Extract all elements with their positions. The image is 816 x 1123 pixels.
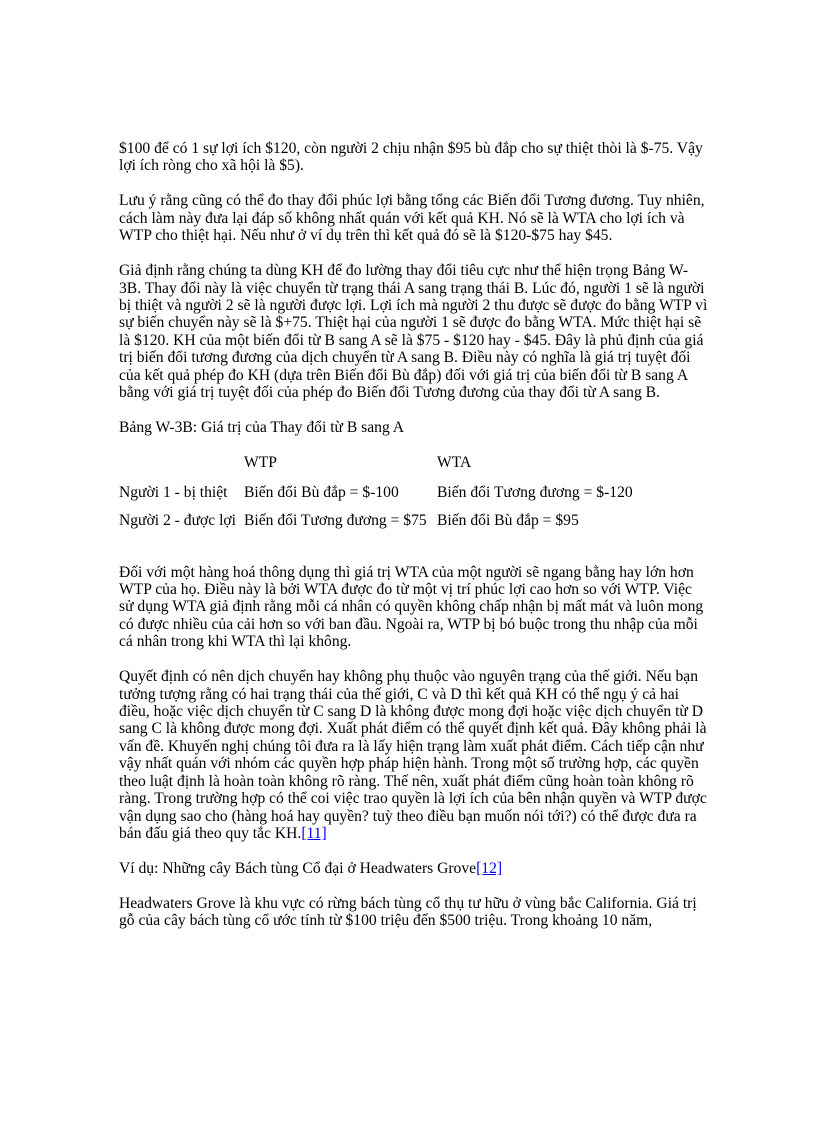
paragraph-decision bbox=[119, 668, 709, 842]
table-header-wta: WTA bbox=[437, 454, 472, 472]
example-heading-text: Ví dụ: Những cây Bách tùng Cổ đại ở Headwaters Grove bbox=[119, 859, 477, 877]
paragraph-negative-change: Giả định rằng chúng ta dùng KH để đo lường thay đổi tiêu cực như thể hiện trọng Bảng W-3B. Thay đổi này là việc chuyển từ trạng thái A sang trạng thái B. Lúc đó, người 1 sẽ là người bị thiệt và người 2 sẽ là người được lợi. Lợi ích mà người 2 thu được sẽ được đo bằng WTP vì sự biến chuyển này sẽ là $+75. Thiệt hại của người 1 sẽ được đo bằng WTA. Mức thiệt hại sẽ là $120. KH của một biến đổi từ B sang A sẽ là $75 - $120 hay - $45. Đây là phủ định của giá trị biến đổi tương đương của dịch chuyển từ A sang B. Điều này có nghĩa là giá trị tuyệt đối của kết quả phép đo KH (dựa trên Biến đổi Bù đắp) đối với giá trị của biến đổi từ B sang A bằng với giá trị tuyệt đối của phép đo Biến đổi Tương đương của thay đổi từ A sang B. bbox=[119, 262, 708, 402]
paragraph-decision-text: Quyết định có nên dịch chuyển hay không phụ thuộc vào nguyên trạng của thế giới. Nếu bạn tưởng tượng rằng có hai trạng thái của thế giới, C và D thì kết quả KH có thể ngụ ý cả hai điều, hoặc việc dịch chuyển từ C sang D là không được mong đợi hoặc việc dịch chuyển từ D sang C là không được mong đợi. Xuất phát điểm có thể quyết định kết quả. Đây không phải là vấn đề. Khuyến nghị chúng tôi đưa ra là lấy hiện trạng làm xuất phát điểm. Cách tiếp cận như vậy nhất quán với nhóm các quyền hợp pháp hiện hành. Trong một số trường hợp, các quyền theo luật định là hoàn toàn không rõ ràng. Thế nên, xuất phát điểm cũng hoàn toàn không rõ ràng. Trong trường hợp có thể coi việc trao quyền là lợi ích của bên nhận quyền và WTP được vận dụng sao cho (hàng hoá hay quyền? tuỳ theo điều bạn muốn nói tới?) có thể được đưa ra bán đấu giá theo quy tắc KH. bbox=[119, 668, 707, 842]
paragraph-headwaters: Headwaters Grove là khu vực có rừng bách tùng cổ thụ tư hữu ở vùng bắc California. Giá trị gỗ của cây bách tùng cổ ước tính từ $100 triệu đến $500 triệu. Trong khoảng 10 năm, bbox=[119, 894, 697, 930]
table-cell-wta: Biến đổi Tương đương = $-120 bbox=[437, 483, 633, 501]
value-table bbox=[119, 454, 709, 529]
footnote-link-12[interactable]: [12] bbox=[476, 859, 503, 877]
table-cell-wtp: Biến đổi Bù đắp = $-100 bbox=[244, 483, 399, 501]
table-header-row bbox=[119, 454, 709, 471]
table-row-label: Người 1 - bị thiệt bbox=[119, 483, 228, 501]
table-row bbox=[119, 484, 709, 501]
paragraph-wta-wtp: Đối với một hàng hoá thông dụng thì giá trị WTA của một người sẽ ngang bằng hay lớn hơn WTP của họ. Điều này là bởi WTA được đo từ một vị trí phúc lợi cao hơn so với WTP. Việc sử dụng WTA giả định rằng mỗi cá nhân có quyền không chấp nhận bị mất mát và luôn mong có được nhiều của cải hơn so với ban đầu. Ngoài ra, WTP bị bó buộc trong thu nhập của mỗi cá nhân trong khi WTA thì lại không. bbox=[119, 563, 704, 651]
table-row bbox=[119, 512, 709, 529]
paragraph-intro: $100 để có 1 sự lợi ích $120, còn người 2 chịu nhận $95 bù đắp cho sự thiệt thòi là $-75. Vậy lợi ích ròng cho xã hội là $5). bbox=[119, 140, 703, 175]
table-cell-wta: Biến đổi Bù đắp = $95 bbox=[437, 512, 579, 530]
table-row-label: Người 2 - được lợi bbox=[119, 512, 236, 530]
paragraph-equivalent-variation: Lưu ý rằng cũng có thể đo thay đổi phúc lợi bằng tổng các Biến đổi Tương đương. Tuy nhiên, cách làm này đưa lại đáp số không nhất quán với kết quả KH. Nó sẽ là WTA cho lợi ích và WTP cho thiệt hại. Nếu như ở ví dụ trên thì kết quả đó sẽ là $120-$75 hay $45. bbox=[119, 192, 705, 245]
table-cell-wtp: Biến đổi Tương đương = $75 bbox=[244, 512, 427, 530]
example-heading bbox=[119, 860, 709, 877]
table-header-wtp: WTP bbox=[244, 454, 277, 472]
footnote-link-11[interactable]: [11] bbox=[301, 824, 327, 842]
table-caption: Bảng W-3B: Giá trị của Thay đổi từ B sang A bbox=[119, 419, 405, 437]
document-page bbox=[119, 140, 709, 947]
